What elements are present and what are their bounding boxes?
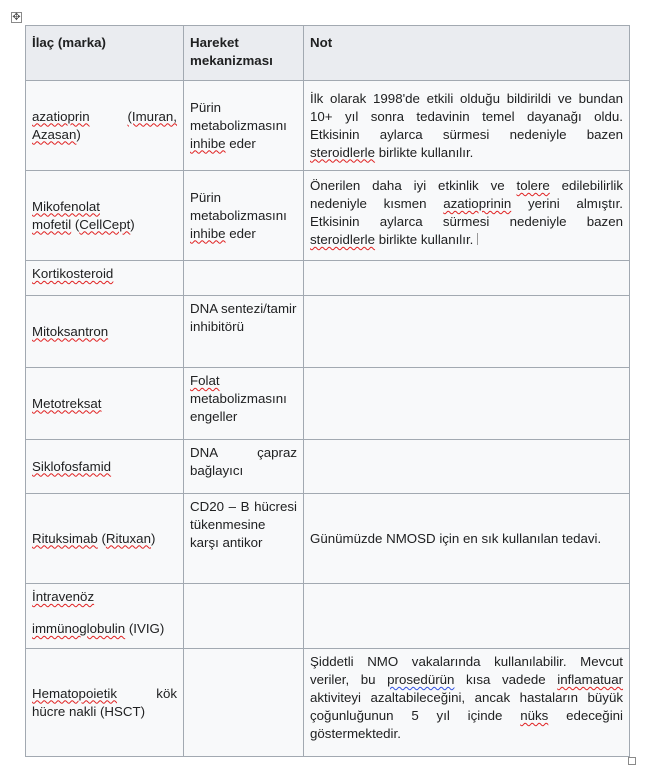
text-span: metabolizmasını engeller <box>190 391 287 424</box>
text-span: Şiddetli NMO vakalarında kullanılabilir. Mevcut veriler, bu <box>310 654 623 687</box>
text-span: ) <box>76 126 81 142</box>
drug-cell[interactable] <box>26 494 184 584</box>
note-cell[interactable] <box>304 440 630 494</box>
note-cell[interactable] <box>304 368 630 440</box>
mechanism-cell[interactable]: DNA sentezi/tamir inhibitörü <box>184 296 304 368</box>
text-span: inhibe <box>190 225 226 241</box>
text-span: inhibe <box>190 135 226 151</box>
drug-name: azatioprin <box>32 108 90 124</box>
note-cell[interactable] <box>304 81 630 171</box>
text-span: steroidlerle <box>310 232 376 247</box>
header-mechanism-line2: mekanizması <box>190 53 273 68</box>
drug-brand: Rituxan <box>105 530 151 546</box>
table-row <box>26 649 630 757</box>
drug-cell[interactable] <box>26 368 184 440</box>
text-span: kısa vadede <box>454 672 558 687</box>
drug-name: Hematopoietik <box>32 685 117 701</box>
note-cell[interactable] <box>304 296 630 368</box>
text-span: kök hücre nakli (HSCT) <box>32 685 177 719</box>
note-cell[interactable] <box>304 584 630 649</box>
text-span: prosedürün <box>387 672 455 687</box>
text-span: ( <box>71 216 80 232</box>
drug-name: Kortikosteroid <box>32 266 114 281</box>
drug-cell[interactable] <box>26 649 184 757</box>
drug-cell[interactable] <box>26 584 184 649</box>
text-span: ( <box>97 530 106 546</box>
drug-table <box>25 25 630 757</box>
header-drug: İlaç (marka) <box>26 26 184 81</box>
note-cell[interactable] <box>304 171 630 261</box>
text-span: birlikte kullanılır. <box>375 144 474 160</box>
text-span: azatioprinin <box>443 196 512 211</box>
table-row <box>26 494 630 584</box>
mechanism-cell[interactable] <box>184 261 304 296</box>
drug-cell[interactable] <box>26 440 184 494</box>
drug-cell[interactable] <box>26 296 184 368</box>
text-span: Folat <box>190 373 220 388</box>
header-mechanism <box>184 26 304 81</box>
text-span <box>90 109 128 124</box>
spacer <box>32 606 177 620</box>
text-span: Önerilen daha iyi etkinlik ve <box>310 178 517 193</box>
header-note: Not <box>304 26 630 81</box>
text-cursor <box>477 233 478 245</box>
note-cell[interactable]: Günümüzde NMOSD için en sık kullanılan tedavi. <box>304 494 630 584</box>
text-span: eder <box>225 225 256 241</box>
drug-cell[interactable] <box>26 261 184 296</box>
text-span: birlikte kullanılır. <box>375 232 474 247</box>
table-row <box>26 368 630 440</box>
text-span: (IVIG) <box>125 621 165 636</box>
mechanism-cell[interactable]: CD20 – B hücresi tükenmesine karşı antikor <box>184 494 304 584</box>
table-row <box>26 296 630 368</box>
drug-cell[interactable] <box>26 171 184 261</box>
drug-name: immünoglobulin <box>32 621 126 636</box>
text-span: edilebilirlik nedeniyle kısmen <box>310 178 624 211</box>
text-span: eder <box>225 135 256 151</box>
drug-brand: CellCept <box>79 216 131 232</box>
table-row <box>26 261 630 296</box>
table-row <box>26 81 630 171</box>
text-span: ) <box>150 530 156 546</box>
drug-brand: (Imuran, <box>127 108 177 124</box>
note-cell[interactable] <box>304 261 630 296</box>
drug-cell[interactable] <box>26 81 184 171</box>
table-row <box>26 171 630 261</box>
text-span: İlk olarak 1998'de etkili olduğu bildirildi ve bundan 10+ yıl sonra tedavinin temel dayanağı oldu. Etkisinin aylarca sürmesi nedeniyle bazen <box>310 90 623 142</box>
note-cell[interactable] <box>304 649 630 757</box>
text-span: aktiviteyi azaltabileceğini, ancak hastaların büyük çoğunluğunun 5 yıl içinde <box>310 690 623 723</box>
mechanism-cell[interactable] <box>184 584 304 649</box>
mechanism-cell[interactable]: DNA çapraz bağlayıcı <box>184 440 304 494</box>
text-span: inflamatuar <box>557 672 624 687</box>
table-header-row <box>26 26 630 81</box>
drug-name: Mitoksantron <box>32 323 109 339</box>
drug-brand: Azasan <box>32 126 77 142</box>
mechanism-cell[interactable] <box>184 171 304 261</box>
text-span: tolere <box>516 178 550 193</box>
text-span: edeceğini göstermektedir. <box>310 708 624 741</box>
table-move-handle-icon[interactable]: ✥ <box>12 12 21 23</box>
drug-name: Siklofosfamid <box>32 458 112 474</box>
drug-name: mofetil <box>32 216 72 232</box>
text-span: Pürin metabolizmasını <box>190 99 287 133</box>
table-row <box>26 584 630 649</box>
mechanism-cell[interactable] <box>184 368 304 440</box>
table-resize-handle[interactable] <box>628 757 636 765</box>
text-span: yerini almıştır. Etkisinin aylarca sürmesi nedeniyle bazen <box>310 196 623 229</box>
drug-name: Rituksimab <box>32 530 98 546</box>
text-span: ) <box>130 216 135 232</box>
drug-name: İntravenöz <box>32 589 95 604</box>
table-row <box>26 440 630 494</box>
drug-name: Metotreksat <box>32 395 102 411</box>
header-mechanism-line1: Hareket <box>190 35 239 50</box>
text-span: steroidlerle <box>310 144 376 160</box>
mechanism-cell[interactable] <box>184 649 304 757</box>
mechanism-cell[interactable] <box>184 81 304 171</box>
text-span: nüks <box>520 708 549 723</box>
text-span: Pürin metabolizmasını <box>190 189 287 223</box>
drug-name: Mikofenolat <box>32 198 100 214</box>
